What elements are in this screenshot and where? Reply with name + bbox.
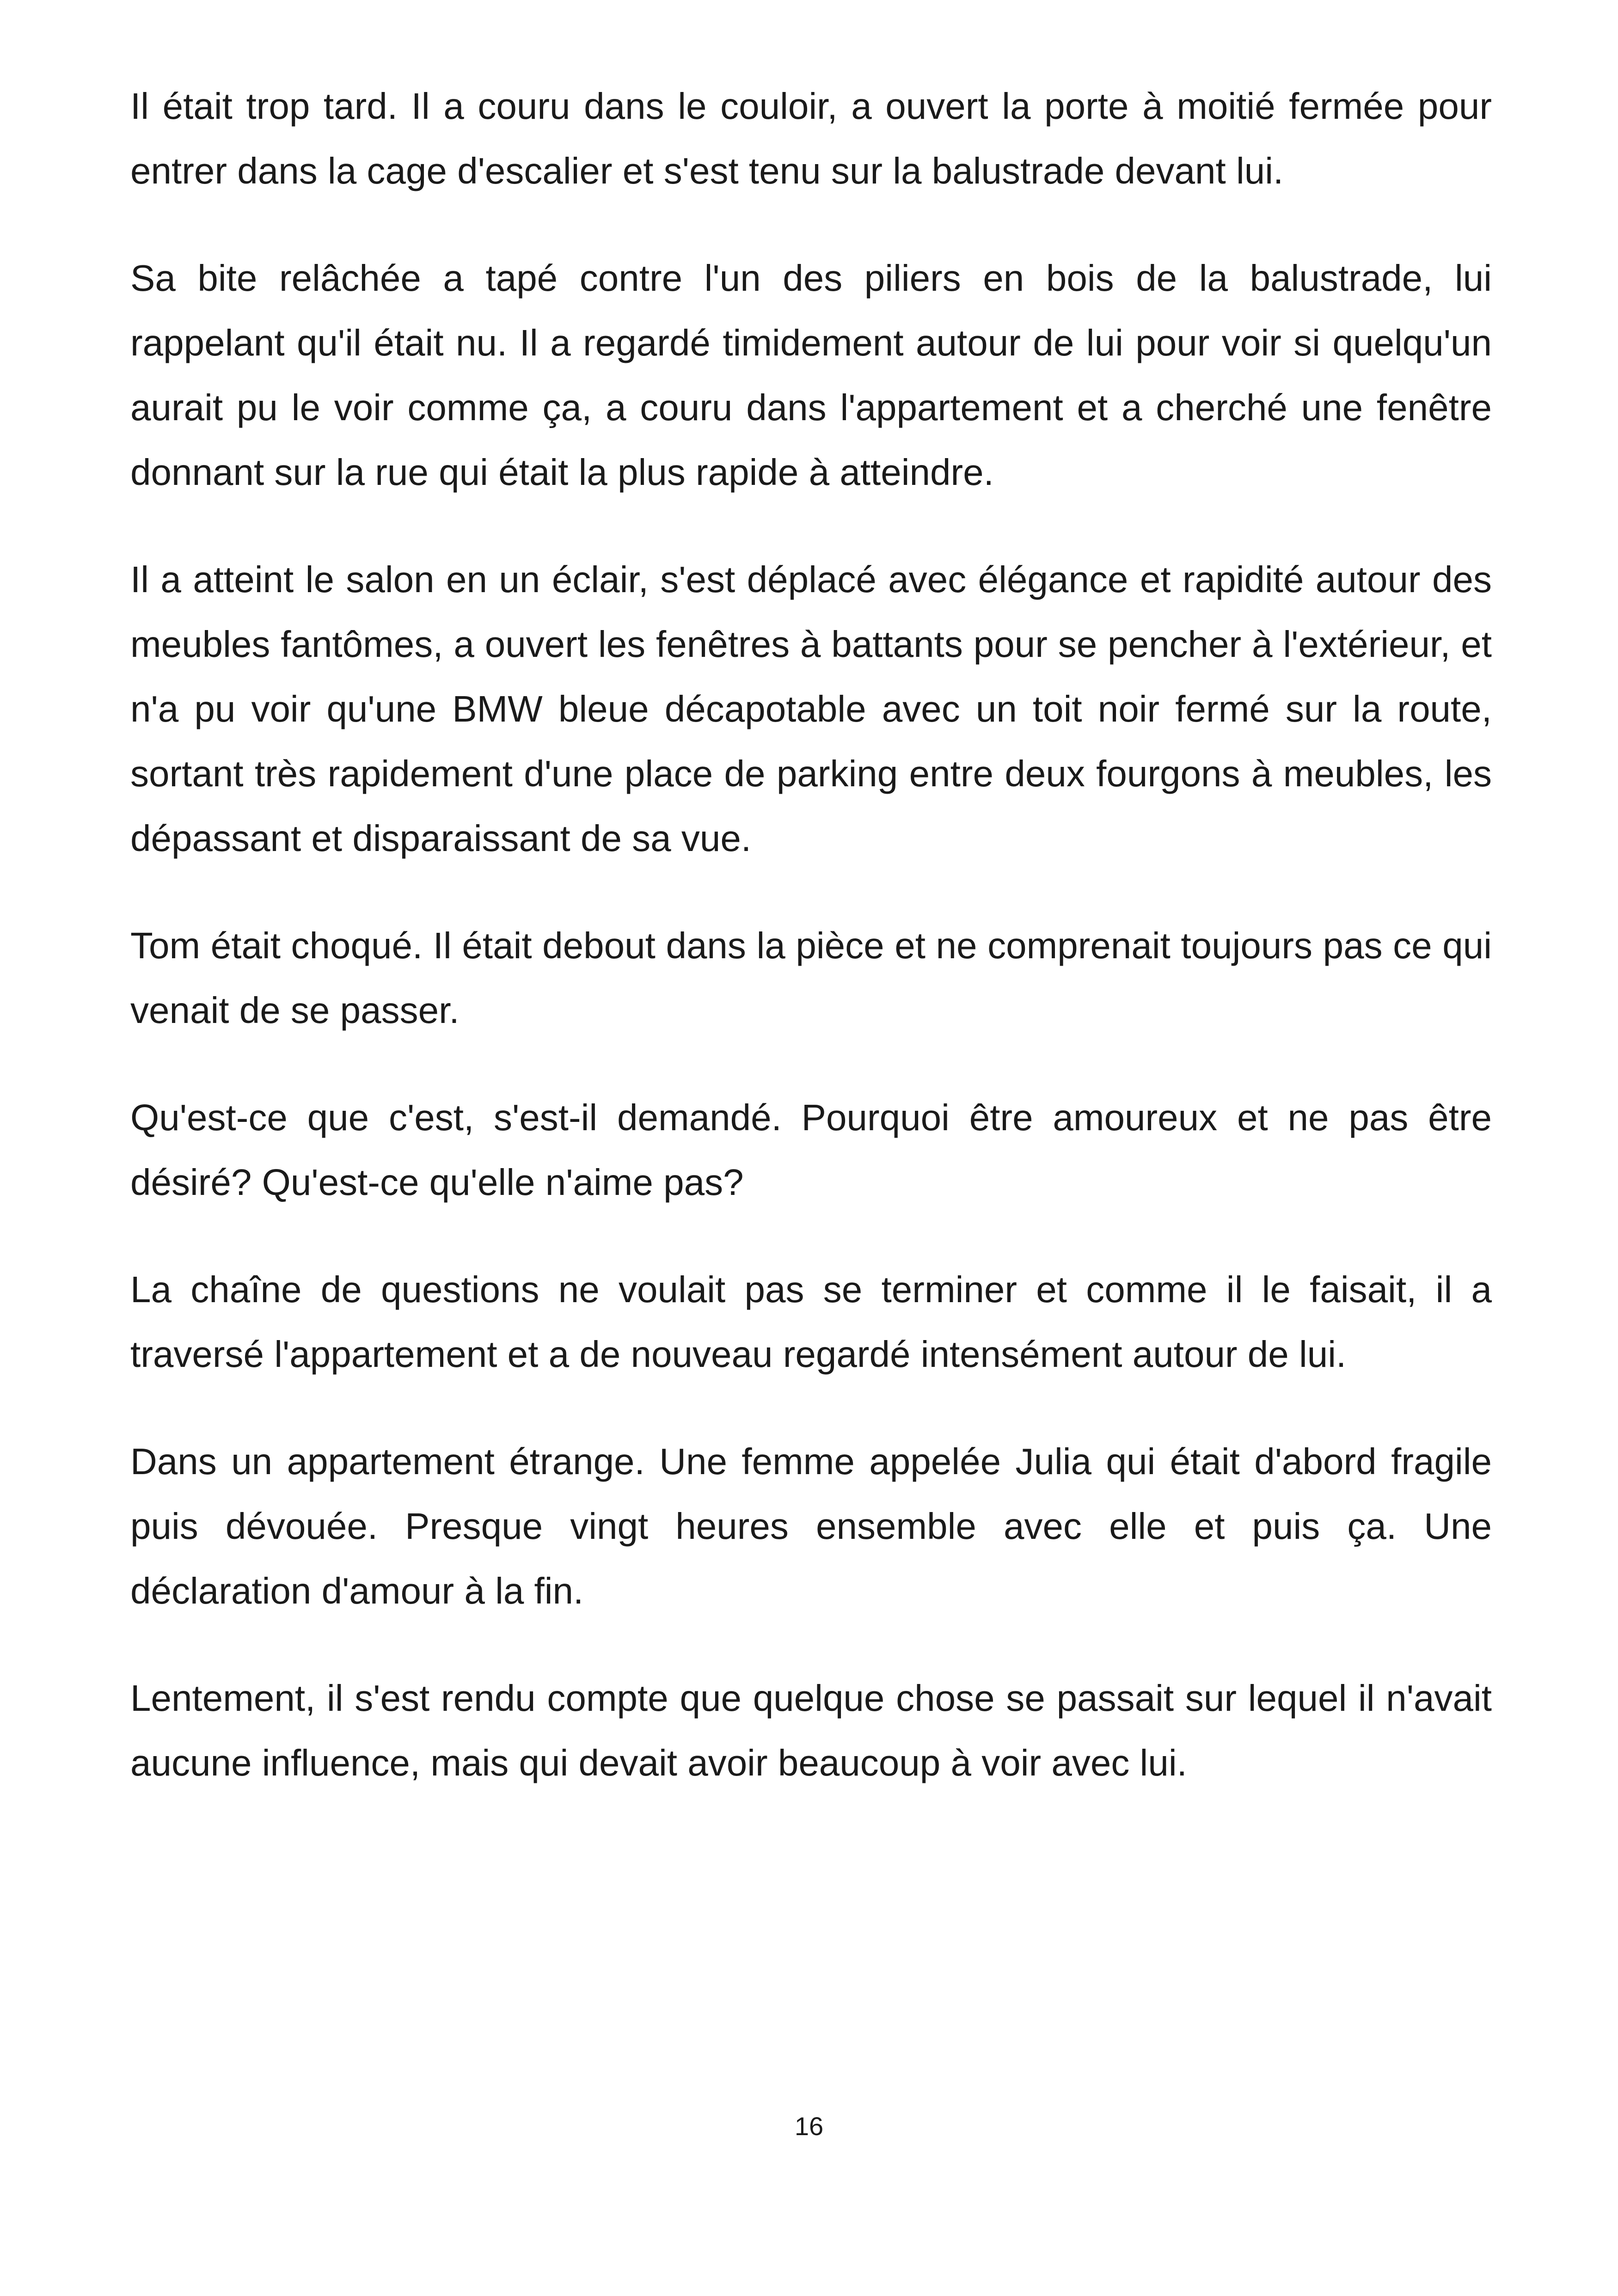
paragraph: Il était trop tard. Il a couru dans le couloir, a ouvert la porte à moitié fermée pour entrer dans la cage d'escalier et s'est tenu sur la balustrade devant lui. <box>130 86 1492 191</box>
text-body <box>130 74 1492 1795</box>
page-number: 16 <box>794 2112 824 2141</box>
paragraph: Qu'est-ce que c'est, s'est-il demandé. Pourquoi être amoureux et ne pas être désiré? Qu'est-ce qu'elle n'aime pas? <box>130 1097 1492 1203</box>
paragraph: Dans un appartement étrange. Une femme appelée Julia qui était d'abord fragile puis dévouée. Presque vingt heures ensemble avec elle et puis ça. Une déclaration d'amour à la fin. <box>130 1441 1492 1611</box>
paragraph: La chaîne de questions ne voulait pas se terminer et comme il le faisait, il a traversé l'appartement et a de nouveau regardé intensément autour de lui. <box>130 1269 1492 1375</box>
paragraph: Tom était choqué. Il était debout dans la pièce et ne comprenait toujours pas ce qui venait de se passer. <box>130 925 1492 1031</box>
paragraph: Lentement, il s'est rendu compte que quelque chose se passait sur lequel il n'avait aucune influence, mais qui devait avoir beaucoup à voir avec lui. <box>130 1678 1492 1783</box>
paragraph: Sa bite relâchée a tapé contre l'un des piliers en bois de la balustrade, lui rappelant qu'il était nu. Il a regardé timidement autour de lui pour voir si quelqu'un aurait pu le voir comme ça, a couru dans l'appartement et a cherché une fenêtre donnant sur la rue qui était la plus rapide à atteindre. <box>130 257 1492 493</box>
paragraph: Il a atteint le salon en un éclair, s'est déplacé avec élégance et rapidité autour des meubles fantômes, a ouvert les fenêtres à battants pour se pencher à l'extérieur, et n'a pu voir qu'une BMW bleue décapotable avec un toit noir fermé sur la route, sortant très rapidement d'une place de parking entre deux fourgons à meubles, les dépassant et disparaissant de sa vue. <box>130 559 1492 859</box>
